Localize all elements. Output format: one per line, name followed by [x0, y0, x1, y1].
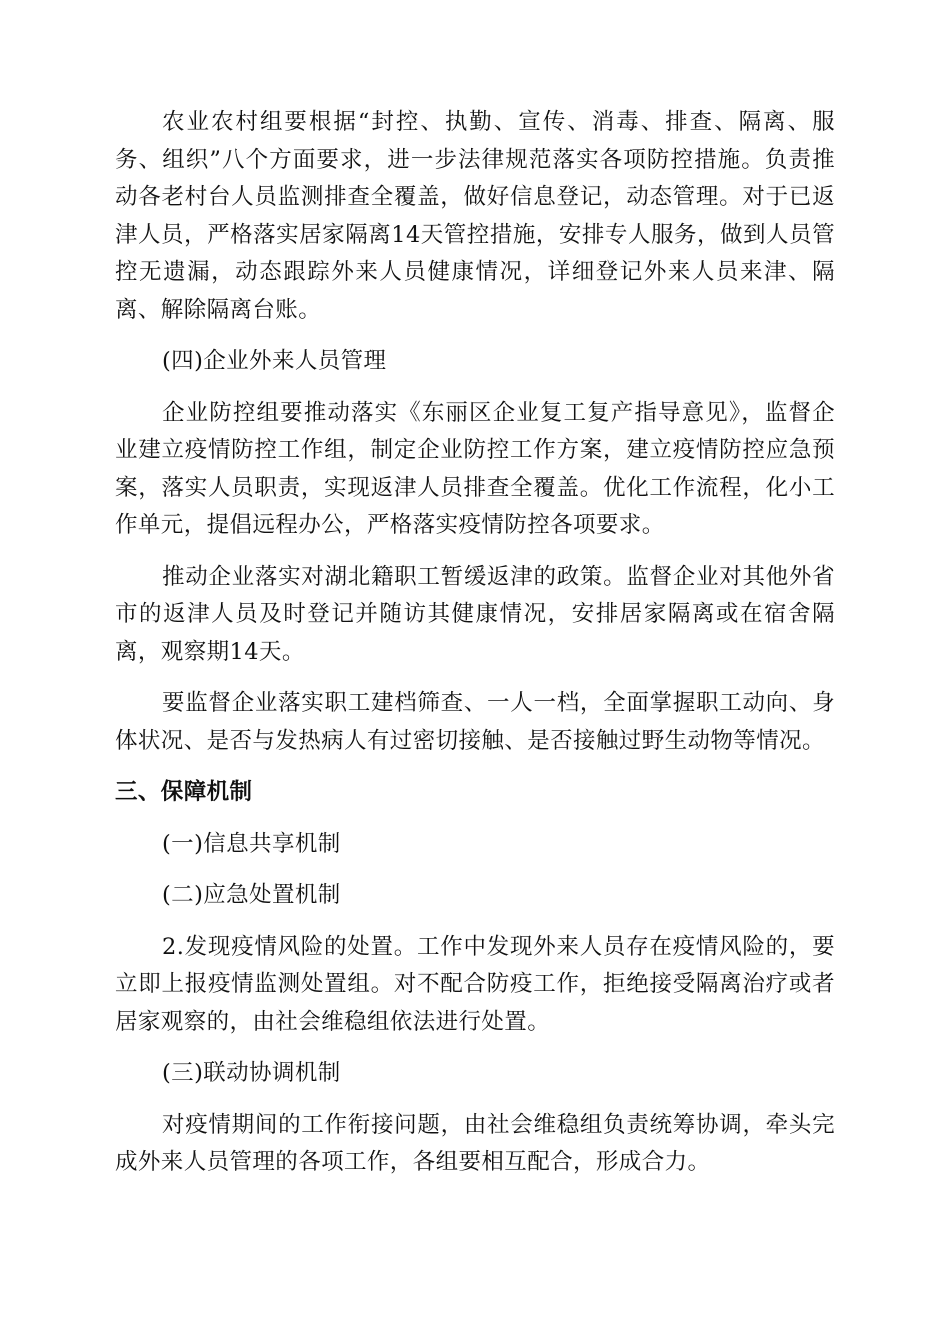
paragraph-coordination: 对疫情期间的工作衔接问题，由社会维稳组负责统筹协调，牵头完成外来人员管理的各项工作，各组要相互配合，形成合力。 — [115, 1111, 835, 1175]
section-heading-safeguard-mechanism: 三、保障机制 — [115, 779, 253, 805]
subheading-coordination: (三)联动协调机制 — [162, 1060, 341, 1086]
subheading-emergency-response: (二)应急处置机制 — [162, 882, 341, 908]
document-page — [115, 104, 835, 1182]
subheading-info-sharing: (一)信息共享机制 — [162, 830, 341, 857]
paragraph-enterprise-prevention: 企业防控组要推动落实《东丽区企业复工复产指导意见》，监督企业建立疫情防控工作组，制定企业防控工作方案，建立疫情防控应急预案，落实人员职责，实现返津人员排查全覆盖。优化工作流程，化小工作单元，提倡远程办公，严格落实疫情防控各项要求。 — [115, 399, 835, 538]
subheading-enterprise-outsiders: (四)企业外来人员管理 — [162, 348, 387, 374]
paragraph-agriculture-rural: 农业农村组要根据“封控、执勤、宣传、消毒、排查、隔离、服务、组织”八个方面要求，进一步法律规范落实各项防控措施。负责推动各老村台人员监测排查全覆盖，做好信息登记，动态管理。对于已返津人员，严格落实居家隔离14天管控措施，安排专人服务，做到人员管控无遗漏，动态跟踪外来人员健康情况，详细登记外来人员来津、隔离、解除隔离台账。 — [115, 109, 835, 323]
paragraph-employee-records: 要监督企业落实职工建档筛查、一人一档，全面掌握职工动向、身体状况、是否与发热病人有过密切接触、是否接触过野生动物等情况。 — [115, 690, 835, 754]
paragraph-hubei-workers: 推动企业落实对湖北籍职工暂缓返津的政策。监督企业对其他外省市的返津人员及时登记并随访其健康情况，安排居家隔离或在宿舍隔离，观察期14天。 — [115, 563, 835, 665]
paragraph-risk-handling: 2.发现疫情风险的处置。工作中发现外来人员存在疫情风险的，要立即上报疫情监测处置组。对不配合防疫工作，拒绝接受隔离治疗或者居家观察的，由社会维稳组依法进行处置。 — [115, 933, 835, 1035]
